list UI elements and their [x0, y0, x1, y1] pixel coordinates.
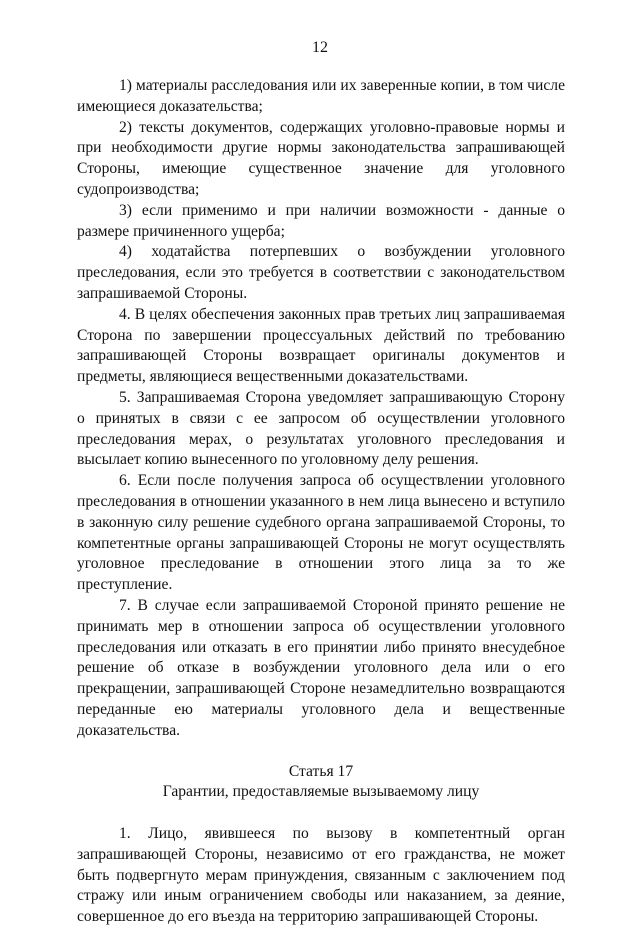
paragraph-item-4: 4) ходатайства потерпевших о возбуждении уголовного преследования, если это требуется в соответствии с законодательством запрашиваемой Стороны.	[77, 243, 565, 302]
page-number: 12	[312, 39, 328, 56]
article-title: Гарантии, предоставляемые вызываемому лицу	[162, 783, 480, 801]
paragraph-section-6: 6. Если после получения запроса об осуществлении уголовного преследования в отношении указанного в нем лица вынесено и вступило в законную силу решение судебного органа запрашиваемой Стороны, то компетентные органы запрашивающей Стороны не могут осуществлять уголовное преследование в отношении этого лица за то же преступление.	[77, 472, 565, 594]
document-body	[77, 76, 565, 928]
paragraph-item-1: 1) материалы расследования или их заверенные копии, в том числе имеющиеся доказательства;	[77, 77, 565, 115]
paragraph-section-5: 5. Запрашиваемая Сторона уведомляет запрашивающую Сторону о принятых в связи с ее запросом об осуществлении уголовного преследования мерах, о результатах уголовного преследования и высылает копию вынесенного по уголовному делу решения.	[77, 388, 565, 469]
article-number: Статья 17	[288, 762, 354, 780]
paragraph-section-4: 4. В целях обеспечения законных прав третьих лиц запрашиваемая Сторона по завершении процессуальных действий по требованию запрашивающей Стороны возвращает оригиналы документов и предметы, являющиеся вещественными доказательствами.	[77, 305, 565, 386]
paragraph-article17-section-1: 1. Лицо, явившееся по вызову в компетентный орган запрашивающей Стороны, независимо от его гражданства, не может быть подвергнуто мерам принуждения, связанным с заключением под стражу или иным ограничением свободы или наказанием, за деяние, совершенное до его въезда на территорию запрашивающей Стороны.	[77, 825, 565, 926]
article-heading	[77, 762, 565, 804]
spacer	[77, 803, 565, 824]
paragraph-item-3: 3) если применимо и при наличии возможности - данные о размере причиненного ущерба;	[77, 201, 565, 240]
paragraph-item-2: 2) тексты документов, содержащих уголовно-правовые нормы и при необходимости другие нормы законодательства запрашивающей Стороны, имеющие существенное значение для уголовного судопроизводства;	[77, 118, 565, 198]
paragraph-section-7: 7. В случае если запрашиваемой Стороной принято решение не принимать мер в отношении запроса об осуществлении уголовного преследования или отказать в его принятии либо принято внесудебное решение об отказе в возбуждении уголовного дела или о его прекращении, запрашивающей Стороне незамедлительно возвращаются переданные ею материалы уголовного дела и вещественные доказательства.	[77, 596, 565, 739]
